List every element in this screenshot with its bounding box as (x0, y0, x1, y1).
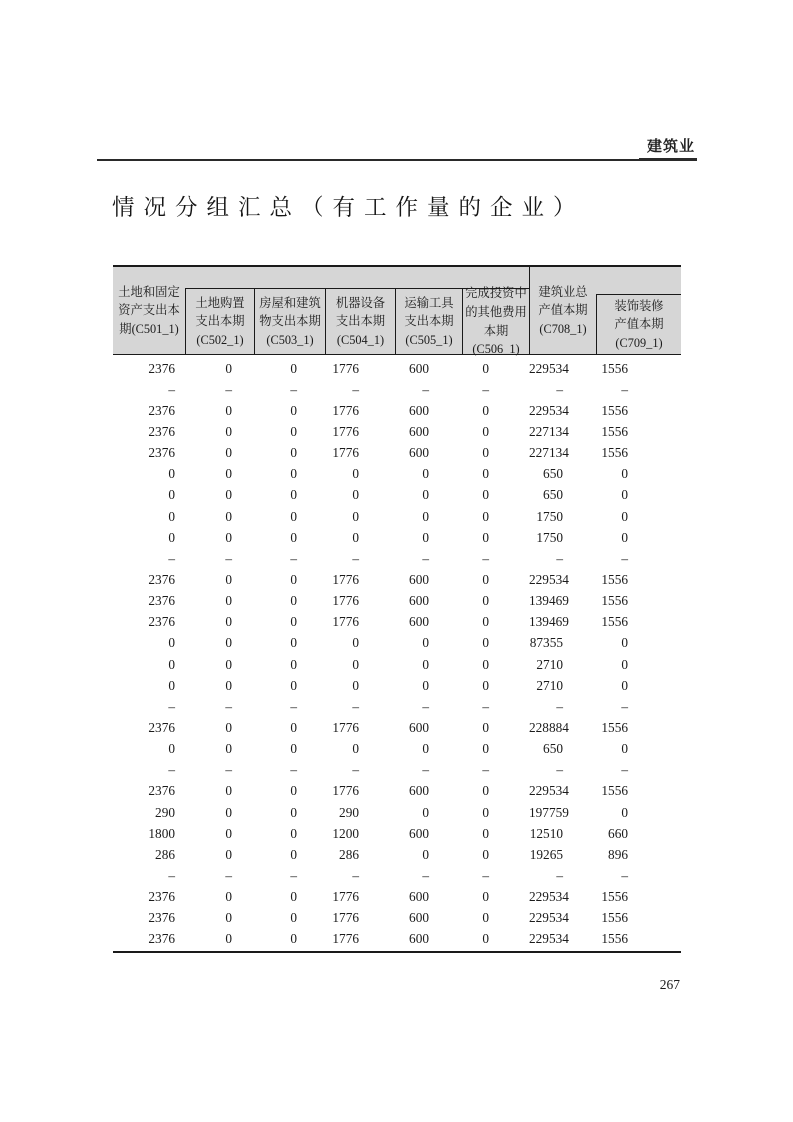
table-cell: 0 (290, 931, 297, 947)
table-cell: 0 (352, 466, 359, 482)
table-row (113, 485, 681, 506)
table-cell: 0 (621, 508, 628, 524)
table-cell: 0 (290, 889, 297, 905)
table-cell: 600 (409, 423, 429, 439)
table-cell: 600 (409, 445, 429, 461)
table-cell: 228884 (529, 719, 569, 735)
table-cell: 600 (409, 571, 429, 587)
table-cell: 2376 (148, 783, 175, 799)
table-cell: 1776 (332, 719, 359, 735)
table-cell: 1556 (601, 402, 628, 418)
table-cell: 227134 (529, 423, 569, 439)
table-row (113, 865, 681, 886)
table-cell: 0 (482, 719, 489, 735)
table-cell: 0 (482, 466, 489, 482)
table-cell: 1750 (536, 529, 563, 545)
table-cell: 0 (482, 571, 489, 587)
table-cell: 0 (482, 402, 489, 418)
table-cell: 0 (621, 656, 628, 672)
table-cell: 2376 (148, 402, 175, 418)
table-cell: 600 (409, 783, 429, 799)
table-cell: 1750 (536, 508, 563, 524)
table-cell: 0 (290, 741, 297, 757)
table-cell: 0 (352, 741, 359, 757)
table-row (113, 591, 681, 612)
table-cell: 1556 (601, 593, 628, 609)
table-cell: 0 (422, 656, 429, 672)
table-cell: 0 (422, 741, 429, 757)
table-cell: 0 (168, 656, 175, 672)
table-cell: – (352, 867, 359, 883)
table-cell: 227134 (529, 445, 569, 461)
table-cell: – (482, 762, 489, 778)
table-cell: 0 (290, 445, 297, 461)
table-row (113, 654, 681, 675)
section-label: 建筑业 (639, 135, 697, 159)
table-cell: – (422, 698, 429, 714)
table-cell: 0 (482, 360, 489, 376)
table-row (113, 379, 681, 400)
table-cell: 1200 (332, 825, 359, 841)
table-cell: 0 (225, 423, 232, 439)
table-cell: – (290, 381, 297, 397)
table-cell: 0 (168, 677, 175, 693)
table-cell: 600 (409, 931, 429, 947)
table-cell: 0 (290, 423, 297, 439)
table-cell: 0 (225, 804, 232, 820)
table-row (113, 844, 681, 865)
table-cell: 0 (482, 487, 489, 503)
table-row (113, 633, 681, 654)
table-cell: – (621, 867, 628, 883)
table-cell: 0 (168, 529, 175, 545)
table-cell: – (168, 762, 175, 778)
column-header-c502-1: 土地购置 支出本期 (C502_1) (185, 288, 254, 354)
table-cell: – (621, 762, 628, 778)
table-cell: 229534 (529, 889, 569, 905)
table-cell: 1556 (601, 719, 628, 735)
table-cell: 0 (621, 741, 628, 757)
table-cell: – (352, 381, 359, 397)
table-cell: – (225, 762, 232, 778)
table-cell: – (168, 550, 175, 566)
table-cell: – (422, 381, 429, 397)
table-cell: 0 (482, 508, 489, 524)
table-cell: 650 (543, 741, 563, 757)
table-cell: 0 (290, 466, 297, 482)
table-cell: – (621, 698, 628, 714)
table-cell: 229534 (529, 910, 569, 926)
table-cell: 600 (409, 402, 429, 418)
table-cell: 0 (482, 783, 489, 799)
table-cell: – (556, 762, 563, 778)
table-cell: 1776 (332, 783, 359, 799)
data-table (113, 265, 681, 953)
column-header-c504-1: 机器设备 支出本期 (C504_1) (325, 288, 395, 354)
table-cell: 0 (225, 466, 232, 482)
table-cell: 2376 (148, 889, 175, 905)
table-cell: 0 (225, 741, 232, 757)
table-cell: 0 (290, 825, 297, 841)
table-row (113, 464, 681, 485)
table-row (113, 823, 681, 844)
table-cell: 0 (225, 593, 232, 609)
table-cell: 0 (621, 529, 628, 545)
table-cell: – (482, 550, 489, 566)
table-cell: 2376 (148, 719, 175, 735)
table-cell: 1776 (332, 889, 359, 905)
table-cell: – (290, 762, 297, 778)
table-cell: 600 (409, 825, 429, 841)
table-cell: 87355 (529, 635, 563, 651)
table-row (113, 717, 681, 738)
table-row (113, 548, 681, 569)
table-cell: 0 (482, 445, 489, 461)
table-row (113, 802, 681, 823)
table-cell: 1556 (601, 360, 628, 376)
table-cell: 0 (290, 593, 297, 609)
table-cell: 0 (482, 910, 489, 926)
table-cell: 650 (543, 487, 563, 503)
table-cell: – (422, 762, 429, 778)
table-row (113, 421, 681, 442)
table-cell: 19265 (529, 846, 563, 862)
table-cell: 0 (290, 635, 297, 651)
table-cell: 0 (621, 804, 628, 820)
table-cell: 1556 (601, 614, 628, 630)
table-cell: 1776 (332, 423, 359, 439)
table-cell: 139469 (529, 614, 569, 630)
table-cell: 0 (422, 635, 429, 651)
table-cell: – (352, 762, 359, 778)
table-cell: 0 (168, 508, 175, 524)
table-row (113, 443, 681, 464)
table-cell: 1556 (601, 571, 628, 587)
table-cell: 2376 (148, 931, 175, 947)
table-cell: 229534 (529, 783, 569, 799)
table-cell: 12510 (529, 825, 563, 841)
table-cell: 2376 (148, 360, 175, 376)
table-cell: 0 (225, 571, 232, 587)
table-cell: 286 (339, 846, 359, 862)
table-row (113, 696, 681, 717)
table-cell: – (621, 550, 628, 566)
table-cell: 600 (409, 593, 429, 609)
table-cell: 0 (225, 445, 232, 461)
table-cell: 1556 (601, 931, 628, 947)
table-cell: 197759 (529, 804, 569, 820)
table-row (113, 929, 681, 950)
table-body (113, 355, 681, 953)
table-cell: 0 (225, 508, 232, 524)
table-cell: 0 (168, 635, 175, 651)
table-cell: – (556, 550, 563, 566)
table-cell: 286 (155, 846, 175, 862)
table-row (113, 612, 681, 633)
table-cell: – (168, 381, 175, 397)
table-cell: – (225, 867, 232, 883)
table-cell: 0 (225, 931, 232, 947)
table-cell: 1776 (332, 614, 359, 630)
table-cell: 0 (290, 783, 297, 799)
table-cell: 0 (225, 635, 232, 651)
table-cell: 0 (290, 487, 297, 503)
table-cell: 0 (225, 719, 232, 735)
table-cell: 0 (225, 889, 232, 905)
table-cell: – (352, 698, 359, 714)
table-cell: 0 (290, 910, 297, 926)
table-header-row (113, 265, 681, 355)
table-cell: 0 (225, 656, 232, 672)
table-cell: 0 (482, 614, 489, 630)
table-cell: – (621, 381, 628, 397)
table-cell: 600 (409, 910, 429, 926)
page-number: 267 (659, 977, 680, 992)
table-cell: 2710 (536, 677, 563, 693)
table-row (113, 358, 681, 379)
table-cell: 0 (225, 487, 232, 503)
table-cell: 229534 (529, 571, 569, 587)
table-cell: 0 (621, 466, 628, 482)
table-cell: 2376 (148, 614, 175, 630)
table-cell: 0 (168, 741, 175, 757)
table-cell: 0 (482, 825, 489, 841)
table-cell: – (290, 867, 297, 883)
table-cell: 290 (155, 804, 175, 820)
running-head (97, 126, 697, 161)
table-cell: 0 (621, 677, 628, 693)
table-row (113, 527, 681, 548)
table-cell: 0 (225, 614, 232, 630)
table-cell: 1800 (148, 825, 175, 841)
table-cell: – (422, 867, 429, 883)
table-cell: – (290, 550, 297, 566)
table-cell: 0 (422, 487, 429, 503)
table-cell: 0 (225, 529, 232, 545)
table-cell: 0 (482, 804, 489, 820)
table-cell: 660 (608, 825, 628, 841)
table-cell: – (225, 698, 232, 714)
table-cell: 139469 (529, 593, 569, 609)
table-cell: 0 (168, 466, 175, 482)
table-row (113, 908, 681, 929)
table-cell: 0 (482, 635, 489, 651)
table-cell: – (225, 381, 232, 397)
table-cell: 600 (409, 360, 429, 376)
table-cell: 0 (290, 360, 297, 376)
table-cell: – (556, 381, 563, 397)
table-cell: 0 (422, 677, 429, 693)
table-cell: 600 (409, 614, 429, 630)
table-cell: 1776 (332, 360, 359, 376)
table-cell: 0 (422, 846, 429, 862)
table-cell: 0 (225, 360, 232, 376)
table-cell: – (168, 867, 175, 883)
table-cell: 0 (225, 825, 232, 841)
table-cell: – (556, 867, 563, 883)
table-cell: 2710 (536, 656, 563, 672)
table-cell: 0 (290, 571, 297, 587)
table-cell: 0 (225, 846, 232, 862)
table-cell: 0 (482, 889, 489, 905)
column-header-c503-1: 房屋和建筑 物支出本期 (C503_1) (254, 288, 325, 354)
table-cell: – (482, 381, 489, 397)
table-cell: 0 (352, 656, 359, 672)
table-cell: 0 (352, 635, 359, 651)
column-header-c505-1: 运输工具 支出本期 (C505_1) (395, 288, 462, 354)
table-cell: 0 (621, 487, 628, 503)
table-cell: 0 (482, 846, 489, 862)
table-cell: 0 (352, 677, 359, 693)
table-cell: – (556, 698, 563, 714)
table-cell: 600 (409, 719, 429, 735)
table-cell: 2376 (148, 910, 175, 926)
table-cell: 0 (482, 656, 489, 672)
table-row (113, 781, 681, 802)
table-cell: 0 (290, 402, 297, 418)
table-cell: 1776 (332, 571, 359, 587)
table-cell: 229534 (529, 402, 569, 418)
table-cell: 1776 (332, 931, 359, 947)
table-cell: 1556 (601, 910, 628, 926)
table-cell: – (225, 550, 232, 566)
table-row (113, 760, 681, 781)
table-cell: 0 (225, 783, 232, 799)
table-cell: – (168, 698, 175, 714)
table-cell: 229534 (529, 360, 569, 376)
table-cell: 0 (482, 741, 489, 757)
table-cell: 0 (422, 529, 429, 545)
table-row (113, 400, 681, 421)
table-cell: 1556 (601, 783, 628, 799)
table-cell: 0 (352, 529, 359, 545)
table-cell: 0 (168, 487, 175, 503)
table-row (113, 506, 681, 527)
table-cell: 2376 (148, 593, 175, 609)
table-cell: 896 (608, 846, 628, 862)
table-cell: 1776 (332, 593, 359, 609)
table-cell: 0 (482, 593, 489, 609)
table-cell: 0 (422, 804, 429, 820)
table-cell: 229534 (529, 931, 569, 947)
table-cell: 2376 (148, 445, 175, 461)
table-cell: 0 (352, 487, 359, 503)
table-cell: 0 (482, 529, 489, 545)
table-cell: 0 (482, 423, 489, 439)
table-cell: 0 (422, 508, 429, 524)
table-cell: 0 (290, 656, 297, 672)
table-cell: 0 (482, 931, 489, 947)
column-header-c709-1: 装饰装修 产值本期 (C709_1) (596, 294, 681, 354)
table-row (113, 739, 681, 760)
table-cell: – (482, 698, 489, 714)
table-cell: 1556 (601, 423, 628, 439)
table-cell: – (290, 698, 297, 714)
table-cell: 0 (225, 402, 232, 418)
table-cell: – (482, 867, 489, 883)
table-cell: 0 (290, 719, 297, 735)
table-row (113, 887, 681, 908)
table-cell: 0 (290, 614, 297, 630)
table-row (113, 569, 681, 590)
table-cell: 1776 (332, 910, 359, 926)
table-cell: 0 (621, 635, 628, 651)
table-cell: 0 (290, 677, 297, 693)
table-cell: 0 (422, 466, 429, 482)
table-row (113, 675, 681, 696)
table-cell: 0 (225, 910, 232, 926)
column-header-c506-1: 完成投资中 的其他费用 本期(C506_1) (462, 288, 529, 354)
table-cell: 0 (290, 804, 297, 820)
table-cell: 1556 (601, 445, 628, 461)
table-cell: – (422, 550, 429, 566)
table-cell: 600 (409, 889, 429, 905)
table-cell: 0 (482, 677, 489, 693)
table-cell: 0 (352, 508, 359, 524)
table-cell: 0 (225, 677, 232, 693)
table-cell: 2376 (148, 423, 175, 439)
column-header-c708-1: 建筑业总 产值本期 (C708_1) (529, 267, 596, 354)
table-cell: 0 (290, 508, 297, 524)
table-cell: 2376 (148, 571, 175, 587)
table-cell: 0 (290, 529, 297, 545)
table-cell: 1776 (332, 402, 359, 418)
table-cell: – (352, 550, 359, 566)
table-cell: 1776 (332, 445, 359, 461)
table-cell: 290 (339, 804, 359, 820)
table-cell: 650 (543, 466, 563, 482)
table-cell: 0 (290, 846, 297, 862)
table-cell: 1556 (601, 889, 628, 905)
page-title: 情况分组汇总（有工作量的企业） (112, 195, 585, 220)
column-header-c501-1: 土地和固定 资产支出本 期(C501_1) (118, 284, 180, 336)
